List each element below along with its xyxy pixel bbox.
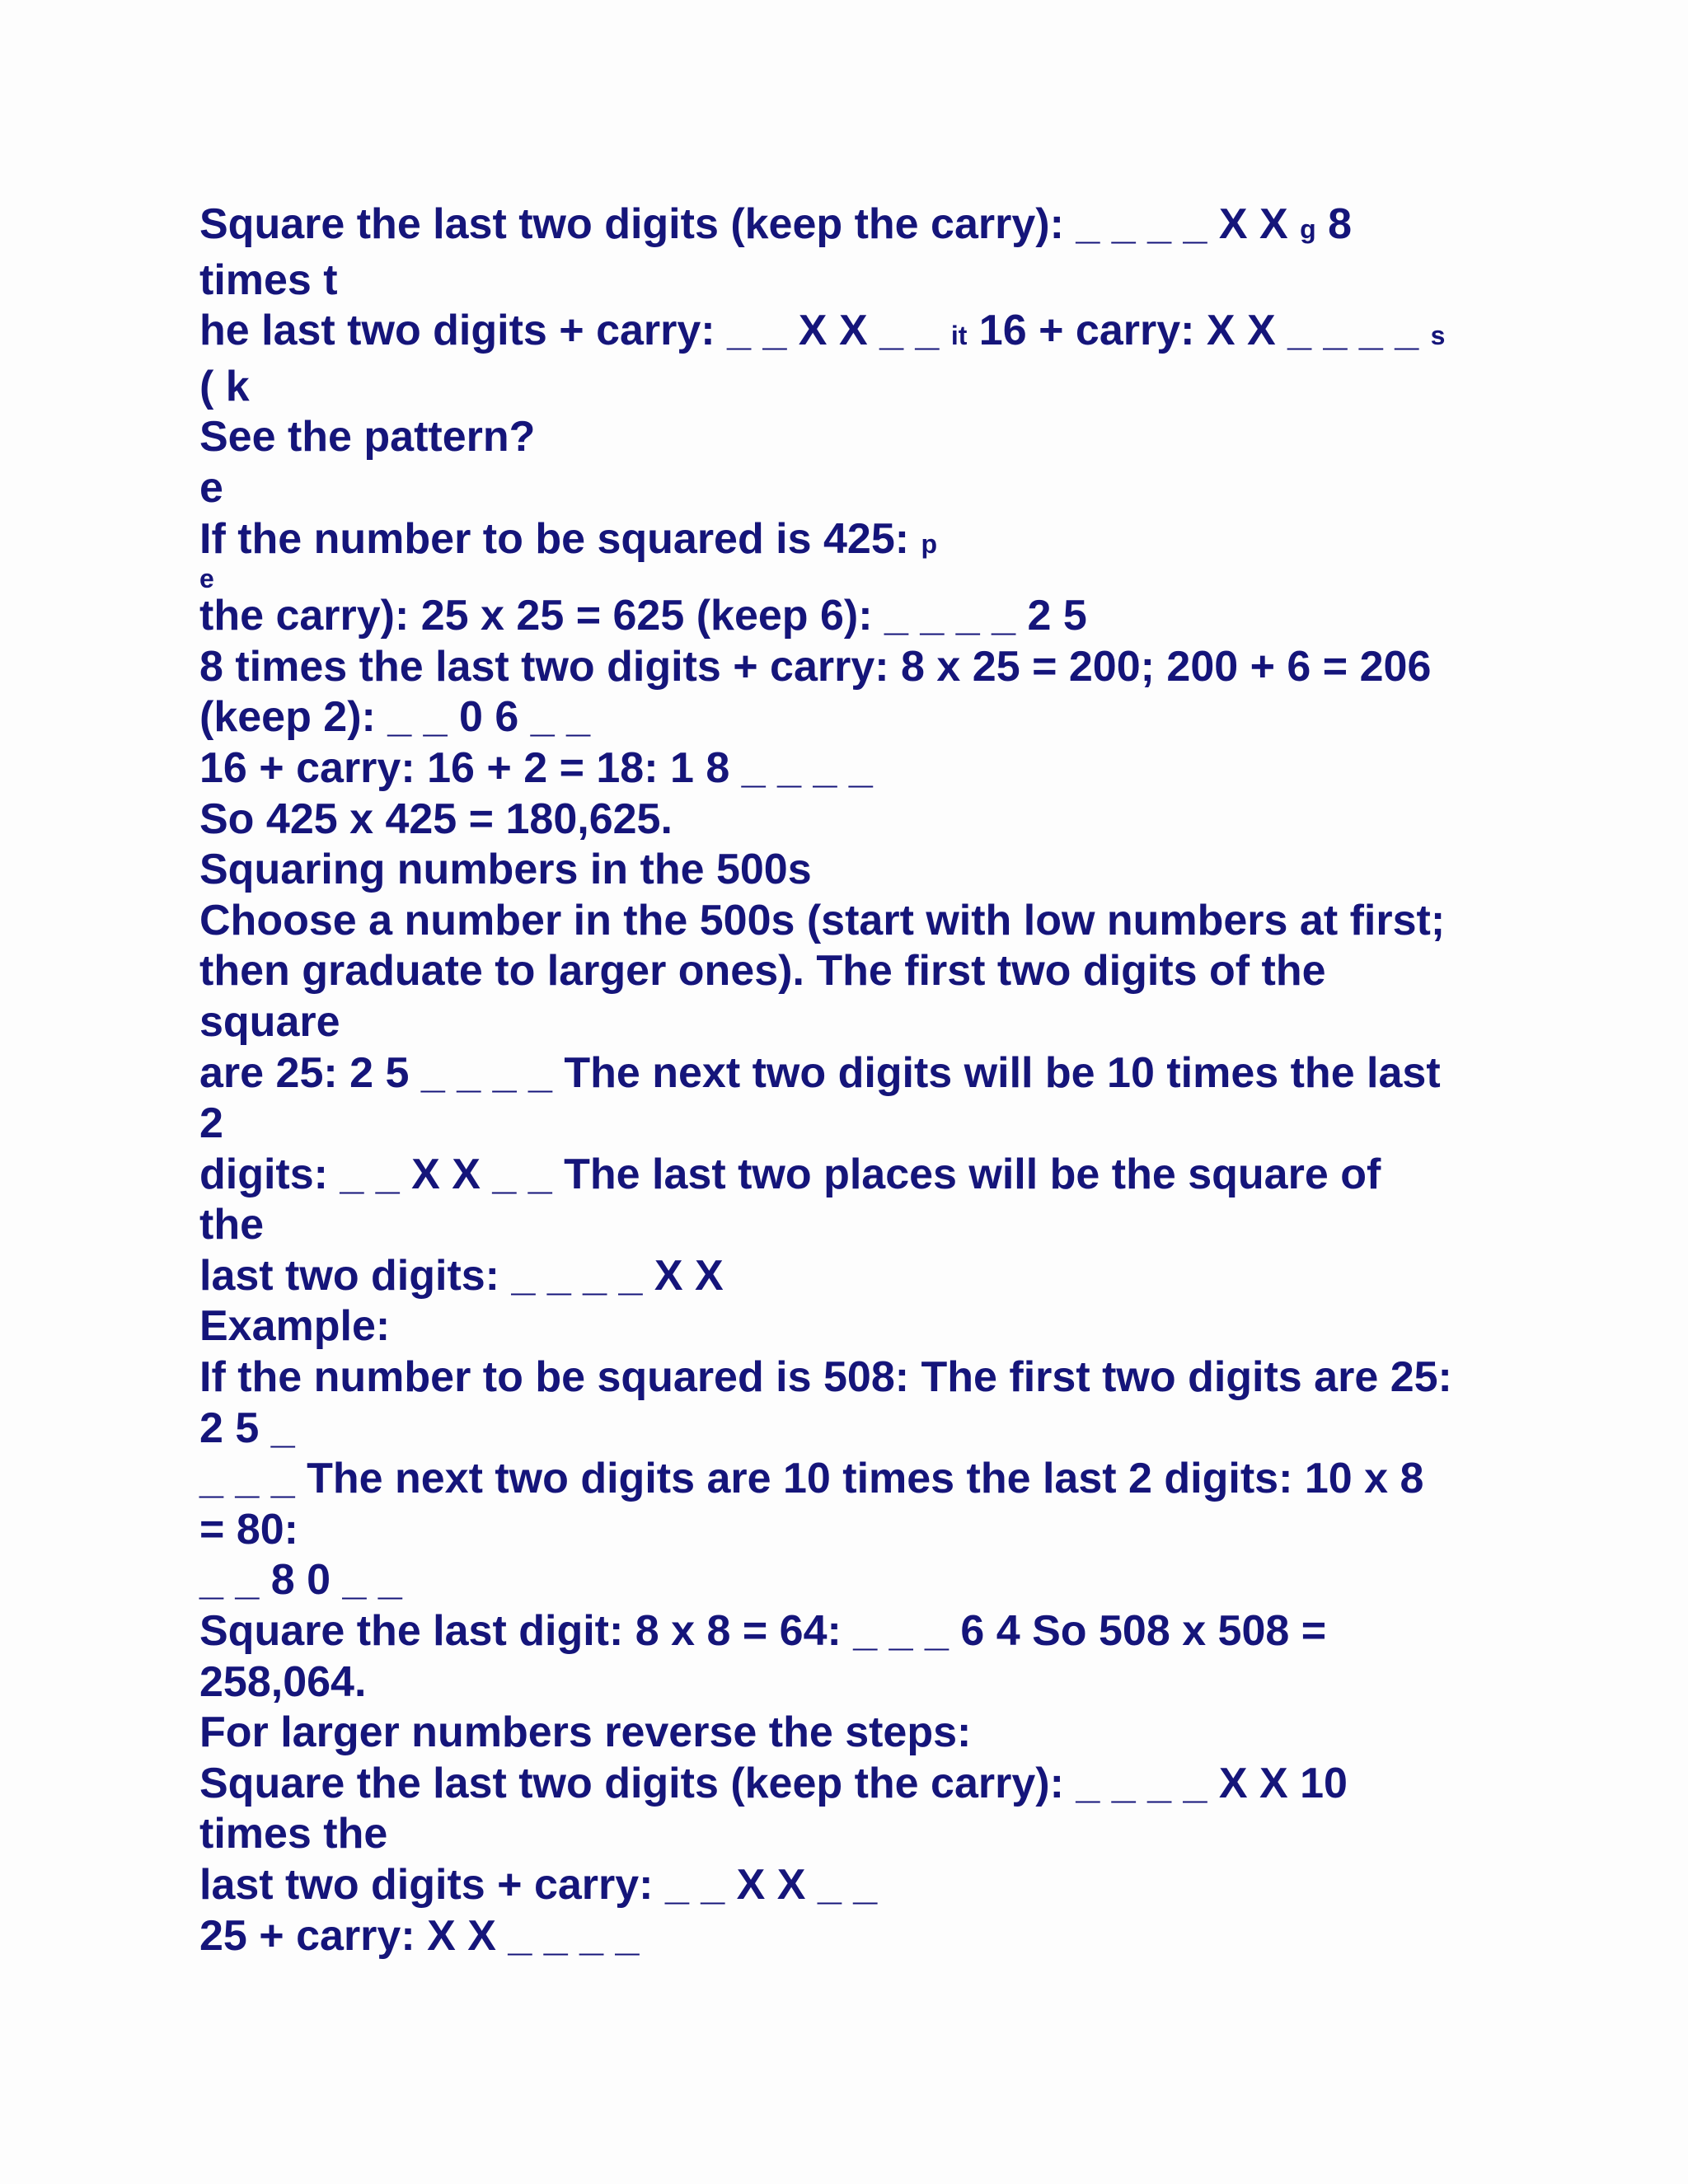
text-line: So 425 x 425 = 180,625. [199,794,673,843]
stray-character: p [921,528,938,559]
text-line: times t [199,255,338,304]
text-line: Square the last two digits (keep the carry): _ _ _ _ X X g 8 [199,200,1353,248]
text-line: last two digits: _ _ _ _ X X [199,1251,724,1300]
stray-character: g [1300,214,1316,244]
text-line: are 25: 2 5 _ _ _ _ The next two digits will be 10 times the last [199,1048,1441,1097]
text-line: _ _ _ The next two digits are 10 times the last 2 digits: 10 x 8 [199,1455,1424,1503]
text-line: the carry): 25 x 25 = 625 (keep 6): _ _ _ _ 2 5 [199,592,1087,640]
stray-character: it [950,321,968,351]
text-line: last two digits + carry: _ _ X X _ _ [199,1861,878,1909]
text-line: = 80: [199,1505,298,1554]
text-line: (keep 2): _ _ 0 6 _ _ [199,693,591,742]
text-line: digits: _ _ X X _ _ The last two places will be the square of [199,1150,1381,1198]
text-line: 2 5 _ [199,1404,295,1452]
text-line: 25 + carry: X X _ _ _ _ [199,1911,640,1960]
section-heading: Squaring numbers in the 500s [199,846,812,894]
example-label: Example: [199,1302,391,1351]
text-line: e [199,463,223,512]
text-line: he last two digits + carry: _ _ X X _ _ it 16 + carry: X X _ _ _ _ s [199,307,1446,355]
text-line: Choose a number in the 500s (start with low numbers at first; [199,896,1446,944]
text-line: the [199,1201,264,1249]
text-line: then graduate to larger ones). The first two digits of the [199,947,1326,996]
stray-character: e [199,564,214,594]
text-line: square [199,997,340,1046]
text-line: If the number to be squared is 508: The first two digits are 25: [199,1353,1452,1402]
text-line: If the number to be squared is 425: p [199,514,938,563]
text-line: See the pattern? [199,413,536,462]
text-line: 8 times the last two digits + carry: 8 x 25 = 200; 200 + 6 = 206 [199,642,1432,691]
text-line: ( k [199,362,250,410]
text-line: _ _ 8 0 _ _ [199,1556,402,1605]
document-body [199,199,1518,1961]
text-line: 16 + carry: 16 + 2 = 18: 1 8 _ _ _ _ [199,743,873,792]
text-line: 258,064. [199,1657,367,1706]
text-line: For larger numbers reverse the steps: [199,1708,972,1757]
text-line: Square the last two digits (keep the carry): _ _ _ _ X X 10 [199,1759,1348,1807]
text-line: 2 [199,1099,223,1148]
text-line: Square the last digit: 8 x 8 = 64: _ _ _ 6 4 So 508 x 508 = [199,1607,1327,1656]
text-line: times the [199,1810,388,1858]
stray-character: s [1430,321,1446,351]
